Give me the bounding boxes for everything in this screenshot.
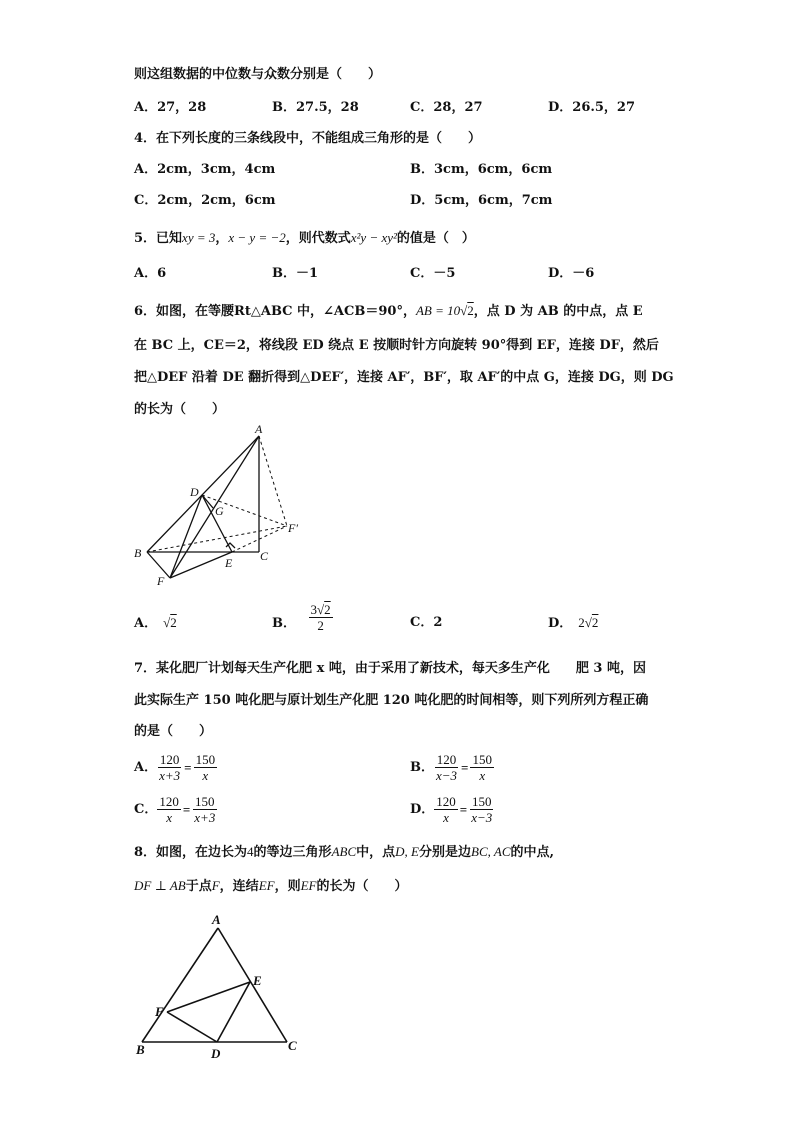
q6-label-f2: F′	[288, 521, 298, 535]
q6-option-a-value: √2	[163, 615, 177, 630]
q5-expr-poly: x²y − xy²	[350, 230, 397, 245]
q6-line-1-a: 6．如图，在等腰Rt△ABC 中，∠ACB＝90°，	[134, 304, 416, 319]
q8-sides: BC, AC	[471, 844, 511, 859]
q5-stem-b: ，则代数式	[285, 231, 351, 246]
q6-label-d: D	[190, 485, 199, 499]
q7-line-1: 7．某化肥厂计划每天生产化肥 x 吨，由于采用了新技术，每天多生产化 肥 3 吨，因	[134, 661, 646, 676]
q8-line-1-a: 8．如图，在边长为	[134, 845, 248, 860]
q6-label-f: F	[157, 574, 165, 588]
q7-line-2: 此实际生产 150 吨化肥与原计划生产化肥 120 吨化肥的时间相等，则下列所列方程正确	[134, 693, 649, 708]
q6-label-c: C	[260, 549, 269, 563]
q8-points: D, E	[395, 844, 419, 859]
q8-seg-df	[167, 1012, 217, 1042]
q4-option-a[interactable]: A．2cm，3cm，4cm	[134, 162, 276, 177]
q7-a-d1: x+3	[159, 768, 181, 783]
q7-d-n1: 120	[436, 794, 456, 809]
q7-a-n1: 120	[159, 752, 180, 767]
q7-d-d2: x−3	[471, 810, 493, 825]
q7-c-eq: =	[182, 801, 191, 817]
q8-line-2-d: 的长为（ ）	[316, 879, 408, 894]
q3-option-a[interactable]: A．27，28	[134, 100, 207, 115]
q3-option-c[interactable]: C．28，27	[410, 100, 483, 115]
q7-option-b-label: B．	[410, 759, 434, 775]
q7-d-n2: 150	[471, 794, 492, 809]
q6-option-b-frac: $\frac{3√2}{2}$	[310, 602, 331, 633]
q6-label-a: A	[255, 422, 263, 436]
q8-label-c: C	[288, 1038, 297, 1053]
q5-sep: ，	[215, 231, 229, 246]
q6-ab-radical: √2	[460, 303, 474, 318]
q5-option-c[interactable]: C．－5	[410, 266, 456, 281]
q6-line-2: 在 BC 上，CE＝2，将线段 ED 绕点 E 按顺时针方向旋转 90°得到 EF，连接 DF，然后	[134, 338, 659, 353]
q7-b-n1: 120	[436, 752, 457, 767]
q7-a-n2: 150	[195, 752, 216, 767]
q6-option-d-radicand: 2	[591, 615, 599, 630]
q8-side-length: 4	[247, 844, 254, 859]
q5-expr-xy: xy = 3	[182, 230, 216, 245]
q4-option-c[interactable]: C．2cm，2cm，6cm	[134, 193, 276, 208]
q7-d-d1: x	[443, 810, 449, 825]
q3-option-d[interactable]: D．26.5，27	[548, 100, 636, 115]
q7-b-eq: =	[461, 759, 469, 775]
q6-label-b: B	[134, 546, 142, 560]
q6-label-e: E	[225, 556, 233, 570]
q8-label-b: B	[136, 1042, 145, 1057]
q4-option-b[interactable]: B．3cm，6cm，6cm	[410, 162, 553, 177]
q6-option-a-radicand: 2	[170, 615, 177, 630]
q5-option-b[interactable]: B．－1	[272, 266, 319, 281]
q7-b-d1: x−3	[436, 768, 458, 783]
q8-seg-ab	[142, 928, 218, 1042]
q8-line-1-c: 中，点	[356, 845, 396, 860]
q8-line-2-c: ，则	[274, 879, 301, 894]
q6-option-d-label: D．	[548, 616, 573, 631]
q6-line-3: 把△DEF 沿着 DE 翻折得到△DEF′，连接 AF′，BF′，取 AF′的中点 G，连接 DG，则 DG	[134, 370, 674, 385]
q7-c-d1: x	[166, 810, 172, 825]
q7-c-n2: 150	[195, 794, 215, 809]
q3-option-b[interactable]: B．27.5，28	[272, 100, 359, 115]
q8-line-2-a: 于点	[185, 879, 212, 894]
intro-line: 则这组数据的中位数与众数分别是（ ）	[134, 67, 382, 82]
q6-option-c[interactable]: C．2	[410, 615, 443, 630]
q8-label-a: A	[212, 912, 221, 927]
q6-line-1-b: ，点 D 为 AB 的中点，点 E	[473, 304, 643, 319]
q8-line-1-d: 分别是边	[418, 845, 471, 860]
q6-option-b-label: B．	[272, 616, 296, 631]
q6-ab-radicand: 2	[467, 303, 474, 318]
q8-line-1-e: 的中点,	[510, 845, 555, 860]
q8-point-f: F	[211, 878, 220, 893]
q5-stem-c: 的值是（ ）	[396, 231, 475, 246]
q6-line-4: 的长为（ ）	[134, 402, 226, 417]
q8-label-d: D	[211, 1046, 221, 1061]
q6-option-b-den: 2	[317, 618, 324, 633]
q6-option-b-radicand: 2	[324, 602, 331, 617]
q8-seg-de	[217, 982, 250, 1042]
q7-a-d2: x	[202, 768, 209, 783]
q7-option-c-label: C．	[134, 801, 158, 817]
q8-line-1-b: 的等边三角形	[253, 845, 332, 860]
q6-option-a-label: A．	[134, 616, 158, 631]
q7-line-3: 的是（ ）	[134, 724, 213, 739]
q8-triangle-name: ABC	[331, 844, 357, 859]
q7-b-d2: x	[479, 768, 486, 783]
q6-option-d-value: 2√2	[578, 615, 599, 630]
q8-ef-2: EF	[300, 878, 317, 893]
q7-c-d2: x+3	[194, 810, 216, 825]
q6-option-d-coef: 2	[578, 615, 585, 630]
q5-option-d[interactable]: D．－6	[548, 266, 595, 281]
q7-option-a-label: A．	[134, 759, 158, 775]
q8-label-f: F	[155, 1004, 164, 1019]
q4-option-d[interactable]: D．5cm，6cm，7cm	[410, 193, 553, 208]
q6-label-g: G	[215, 504, 224, 518]
q6-option-b-coef: 3	[310, 602, 318, 617]
q7-b-n2: 150	[472, 752, 492, 767]
q7-c-n1: 120	[159, 794, 179, 809]
q7-option-d-label: D．	[410, 801, 435, 817]
q7-a-eq: =	[184, 759, 192, 775]
q5-expr-diff: x − y = −2	[228, 230, 286, 245]
q8-ef-1: EF	[258, 878, 275, 893]
q4-stem: 4．在下列长度的三条线段中，不能组成三角形的是（ ）	[134, 131, 482, 146]
q6-ab-expr: AB = 10	[415, 303, 461, 318]
q7-d-eq: =	[459, 801, 468, 817]
q8-perp-expr: DF ⊥ AB	[134, 878, 186, 893]
q8-line-2-b: ，连结	[219, 879, 259, 894]
q8-label-e: E	[253, 973, 262, 988]
q5-stem-a: 5．已知	[134, 231, 183, 246]
q5-option-a[interactable]: A．6	[134, 266, 167, 281]
